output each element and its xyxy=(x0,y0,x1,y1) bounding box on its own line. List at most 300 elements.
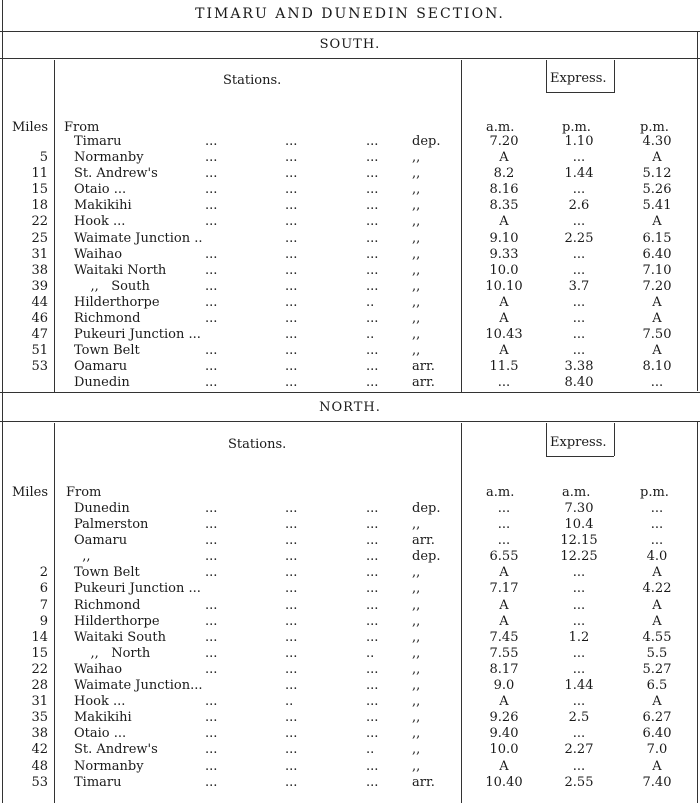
table-row xyxy=(0,279,700,295)
cell-d2: ... xyxy=(285,134,298,149)
north-time-header-3: p.m. xyxy=(640,485,669,500)
cell-mile: 22 xyxy=(31,661,48,677)
cell-d3: ... xyxy=(366,246,379,262)
cell-station: ,, xyxy=(74,549,91,565)
table-row xyxy=(0,694,700,710)
north-express-label: Express. xyxy=(550,435,607,450)
cell-mile: 46 xyxy=(31,311,48,327)
south-rows xyxy=(0,134,700,392)
cell-t1: 11.5 xyxy=(489,359,519,375)
rule xyxy=(0,421,700,422)
table-row xyxy=(0,630,700,646)
cell-t2: 8.40 xyxy=(564,375,594,391)
cell-station: Waimate Junction... xyxy=(74,678,203,694)
cell-dep: ,, xyxy=(412,166,421,182)
cell-mile: 7 xyxy=(39,597,48,613)
cell-station: Richmond xyxy=(74,311,141,327)
cell-dep: ,, xyxy=(412,230,421,246)
cell-d2: ... xyxy=(285,262,298,278)
table-row xyxy=(0,726,700,742)
cell-t3: 4.22 xyxy=(642,581,672,597)
table-row xyxy=(0,759,700,775)
cell-mile: 18 xyxy=(31,198,48,214)
table-row xyxy=(0,549,700,565)
cell-d2: ... xyxy=(285,581,298,597)
cell-t2: 3.7 xyxy=(568,278,590,294)
cell-t3: 7.50 xyxy=(642,327,672,343)
cell-t3: 6.15 xyxy=(642,230,672,246)
cell-t1: 10.0 xyxy=(489,262,519,278)
cell-mile: 9 xyxy=(39,613,48,629)
cell-dep: arr. xyxy=(412,359,435,375)
cell-d2: ... xyxy=(285,343,298,359)
cell-t1: A xyxy=(499,294,509,310)
rule xyxy=(546,60,547,93)
cell-d3: ... xyxy=(366,166,379,182)
cell-t3: 5.26 xyxy=(642,182,672,198)
cell-station: ,, South xyxy=(74,278,150,294)
cell-station: Town Belt xyxy=(74,565,140,581)
cell-d1: ... xyxy=(205,533,218,549)
cell-d3: ... xyxy=(366,517,379,533)
cell-t2: ... xyxy=(572,694,586,710)
table-row xyxy=(0,742,700,758)
table-row xyxy=(0,134,700,150)
cell-d2: ... xyxy=(285,742,298,758)
cell-t3: 7.40 xyxy=(642,774,672,790)
cell-d3: ... xyxy=(366,613,379,629)
cell-d3: ... xyxy=(366,629,379,645)
cell-t3: ... xyxy=(650,375,664,391)
table-row xyxy=(0,327,700,343)
cell-mile: 38 xyxy=(31,726,48,742)
cell-t1: 8.2 xyxy=(493,166,515,182)
cell-dep: ,, xyxy=(412,678,421,694)
table-row xyxy=(0,166,700,182)
cell-t2: ... xyxy=(572,150,586,166)
cell-d3: ... xyxy=(366,533,379,549)
cell-dep: ,, xyxy=(412,597,421,613)
cell-d3: ... xyxy=(366,710,379,726)
cell-t3: 8.10 xyxy=(642,359,672,375)
cell-d3: ... xyxy=(366,230,379,246)
table-row xyxy=(0,231,700,247)
cell-t2: 2.25 xyxy=(564,230,594,246)
cell-t1: A xyxy=(499,343,509,359)
cell-d1: ... xyxy=(205,343,218,359)
cell-d2: ... xyxy=(285,661,298,677)
cell-t3: 5.5 xyxy=(646,645,668,661)
rule xyxy=(0,31,700,32)
cell-t1: 8.17 xyxy=(489,661,519,677)
table-row xyxy=(0,646,700,662)
cell-d3: ... xyxy=(366,774,379,790)
north-miles-label: Miles xyxy=(12,485,48,500)
cell-d2: ... xyxy=(285,774,298,790)
cell-t2: ... xyxy=(572,182,586,198)
cell-t2: 2.55 xyxy=(564,774,594,790)
rule xyxy=(546,456,614,457)
cell-d3: .. xyxy=(366,645,375,661)
cell-t2: ... xyxy=(572,726,586,742)
cell-dep: ,, xyxy=(412,742,421,758)
table-row xyxy=(0,565,700,581)
cell-d2: .. xyxy=(285,694,294,710)
cell-d2: ... xyxy=(285,517,298,533)
cell-station: Waimate Junction .. xyxy=(74,230,203,246)
cell-t1: ... xyxy=(497,375,511,391)
north-rows xyxy=(0,501,700,791)
cell-mile: 42 xyxy=(31,742,48,758)
cell-mile: 11 xyxy=(31,166,48,182)
cell-d2: ... xyxy=(285,597,298,613)
cell-t2: ... xyxy=(572,246,586,262)
south-express-label: Express. xyxy=(550,71,607,86)
cell-t1: 9.10 xyxy=(489,230,519,246)
cell-d3: ... xyxy=(366,150,379,166)
cell-t1: ... xyxy=(497,501,511,516)
cell-t2: 3.38 xyxy=(564,359,594,375)
cell-d1: ... xyxy=(205,246,218,262)
cell-d3: .. xyxy=(366,327,375,343)
cell-d1: ... xyxy=(205,710,218,726)
cell-d2: ... xyxy=(285,758,298,774)
cell-d3: ... xyxy=(366,549,379,565)
cell-dep: ,, xyxy=(412,565,421,581)
cell-dep: ,, xyxy=(412,262,421,278)
rule xyxy=(546,423,547,456)
cell-d3: .. xyxy=(366,294,375,310)
cell-t2: 1.44 xyxy=(564,678,594,694)
cell-mile: 39 xyxy=(31,278,48,294)
cell-t3: A xyxy=(652,758,662,774)
cell-d3: ... xyxy=(366,343,379,359)
cell-t1: 10.0 xyxy=(489,742,519,758)
rule xyxy=(0,58,700,59)
cell-t2: ... xyxy=(572,597,586,613)
north-time-header-1: a.m. xyxy=(486,485,515,500)
table-row xyxy=(0,614,700,630)
cell-d3: ... xyxy=(366,694,379,710)
table-row xyxy=(0,182,700,198)
cell-station: Timaru xyxy=(74,134,122,149)
cell-t1: 7.17 xyxy=(489,581,519,597)
cell-t3: A xyxy=(652,311,662,327)
cell-station: Dunedin xyxy=(74,375,130,391)
cell-d1: ... xyxy=(205,517,218,533)
cell-t1: A xyxy=(499,150,509,166)
cell-t3: 6.27 xyxy=(642,710,672,726)
cell-d1: ... xyxy=(205,311,218,327)
cell-t2: ... xyxy=(572,327,586,343)
cell-d2: ... xyxy=(285,375,298,391)
cell-t3: 5.27 xyxy=(642,661,672,677)
cell-dep: ,, xyxy=(412,182,421,198)
cell-t2: 10.4 xyxy=(564,517,594,533)
cell-t2: ... xyxy=(572,294,586,310)
south-stations-label: Stations. xyxy=(223,73,282,88)
cell-mile: 2 xyxy=(39,565,48,581)
north-stations-label: Stations. xyxy=(228,437,287,452)
cell-t2: 12.25 xyxy=(560,549,598,565)
cell-d2: ... xyxy=(285,294,298,310)
cell-t3: 5.12 xyxy=(642,166,672,182)
cell-station: Pukeuri Junction ... xyxy=(74,581,201,597)
cell-dep: ,, xyxy=(412,343,421,359)
cell-dep: arr. xyxy=(412,774,435,790)
cell-d1: ... xyxy=(205,629,218,645)
cell-mile: 35 xyxy=(31,710,48,726)
cell-station: Hook ... xyxy=(74,214,126,230)
cell-dep: dep. xyxy=(412,134,441,149)
table-row xyxy=(0,581,700,597)
cell-d1: ... xyxy=(205,565,218,581)
cell-dep: ,, xyxy=(412,613,421,629)
south-time-header-1: a.m. xyxy=(486,120,515,135)
cell-t2: ... xyxy=(572,311,586,327)
cell-d3: ... xyxy=(366,214,379,230)
cell-mile: 22 xyxy=(31,214,48,230)
cell-d1: ... xyxy=(205,359,218,375)
cell-d1: ... xyxy=(205,375,218,391)
cell-d2: ... xyxy=(285,613,298,629)
cell-t2: 1.44 xyxy=(564,166,594,182)
cell-dep: ,, xyxy=(412,246,421,262)
cell-station: Otaio ... xyxy=(74,182,127,198)
cell-station: Normanby xyxy=(74,150,144,166)
cell-d3: ... xyxy=(366,758,379,774)
cell-dep: ,, xyxy=(412,661,421,677)
cell-station: Waihao xyxy=(74,246,123,262)
cell-dep: ,, xyxy=(412,710,421,726)
page-title: TIMARU AND DUNEDIN SECTION. xyxy=(195,6,505,22)
cell-d2: ... xyxy=(285,678,298,694)
table-row xyxy=(0,263,700,279)
cell-t3: 7.10 xyxy=(642,262,672,278)
cell-d2: ... xyxy=(285,549,298,565)
cell-station: Pukeuri Junction ... xyxy=(74,327,201,343)
cell-mile: 14 xyxy=(31,629,48,645)
cell-station: Town Belt xyxy=(74,343,140,359)
cell-station: Hilderthorpe xyxy=(74,613,160,629)
cell-dep: ,, xyxy=(412,198,421,214)
cell-station: Oamaru xyxy=(74,533,128,549)
cell-station: Waitaki North xyxy=(74,262,167,278)
cell-station: Oamaru xyxy=(74,359,128,375)
cell-mile: 44 xyxy=(31,294,48,310)
table-row xyxy=(0,198,700,214)
cell-dep: ,, xyxy=(412,214,421,230)
cell-t2: 1.2 xyxy=(568,629,590,645)
rule xyxy=(0,392,700,393)
cell-mile: 15 xyxy=(31,645,48,661)
cell-station: Hilderthorpe xyxy=(74,294,160,310)
cell-t3: A xyxy=(652,150,662,166)
table-row xyxy=(0,775,700,791)
cell-station: Normanby xyxy=(74,758,144,774)
cell-t2: ... xyxy=(572,758,586,774)
cell-station: Otaio ... xyxy=(74,726,127,742)
cell-d2: ... xyxy=(285,565,298,581)
cell-d1: ... xyxy=(205,694,218,710)
cell-d2: ... xyxy=(285,710,298,726)
cell-mile: 31 xyxy=(31,694,48,710)
cell-t1: 6.55 xyxy=(489,549,519,565)
cell-d3: ... xyxy=(366,661,379,677)
cell-t1: A xyxy=(499,565,509,581)
cell-mile: 48 xyxy=(31,758,48,774)
cell-mile: 28 xyxy=(31,678,48,694)
cell-dep: ,, xyxy=(412,758,421,774)
cell-t1: 7.45 xyxy=(489,629,519,645)
cell-d2: ... xyxy=(285,327,298,343)
cell-d1: ... xyxy=(205,742,218,758)
cell-station: Waitaki South xyxy=(74,629,166,645)
cell-station: Dunedin xyxy=(74,501,130,516)
cell-t1: 7.20 xyxy=(489,134,519,149)
cell-t2: ... xyxy=(572,581,586,597)
rule xyxy=(614,423,615,456)
cell-d1: ... xyxy=(205,613,218,629)
cell-t1: A xyxy=(499,613,509,629)
cell-t1: A xyxy=(499,758,509,774)
cell-d1: ... xyxy=(205,645,218,661)
cell-d3: ... xyxy=(366,581,379,597)
cell-d3: ... xyxy=(366,726,379,742)
cell-d2: ... xyxy=(285,230,298,246)
cell-station: Richmond xyxy=(74,597,141,613)
cell-t2: ... xyxy=(572,565,586,581)
cell-d2: ... xyxy=(285,182,298,198)
table-row xyxy=(0,150,700,166)
cell-dep: ,, xyxy=(412,726,421,742)
cell-d1: ... xyxy=(205,661,218,677)
cell-mile: 15 xyxy=(31,182,48,198)
cell-d2: ... xyxy=(285,150,298,166)
cell-t2: 2.6 xyxy=(568,198,590,214)
cell-t3: 4.55 xyxy=(642,629,672,645)
cell-d2: ... xyxy=(285,246,298,262)
cell-mile: 51 xyxy=(31,343,48,359)
cell-t1: 9.33 xyxy=(489,246,519,262)
cell-dep: dep. xyxy=(412,549,441,565)
cell-t3: A xyxy=(652,343,662,359)
north-heading: NORTH. xyxy=(319,400,381,415)
cell-t1: A xyxy=(499,214,509,230)
cell-d1: ... xyxy=(205,597,218,613)
cell-mile: 53 xyxy=(31,359,48,375)
cell-station: Makikihi xyxy=(74,710,132,726)
cell-t3: ... xyxy=(650,517,664,533)
cell-t1: 10.43 xyxy=(485,327,523,343)
cell-t3: A xyxy=(652,597,662,613)
cell-d3: ... xyxy=(366,198,379,214)
cell-t3: A xyxy=(652,294,662,310)
cell-d3: ... xyxy=(366,278,379,294)
cell-d1: ... xyxy=(205,294,218,310)
cell-d2: ... xyxy=(285,533,298,549)
cell-t1: 7.55 xyxy=(489,645,519,661)
cell-t2: ... xyxy=(572,343,586,359)
south-time-header-2: p.m. xyxy=(562,120,591,135)
table-row xyxy=(0,375,700,391)
cell-dep: ,, xyxy=(412,517,421,533)
cell-mile: 25 xyxy=(31,230,48,246)
table-row xyxy=(0,343,700,359)
cell-d3: .. xyxy=(366,742,375,758)
cell-t2: 1.10 xyxy=(564,134,594,149)
cell-dep: ,, xyxy=(412,150,421,166)
rule xyxy=(546,92,614,93)
table-row xyxy=(0,662,700,678)
cell-d3: ... xyxy=(366,678,379,694)
cell-d1: ... xyxy=(205,134,218,149)
south-heading: SOUTH. xyxy=(319,37,381,52)
cell-t3: A xyxy=(652,613,662,629)
table-row xyxy=(0,359,700,375)
cell-t3: 6.40 xyxy=(642,726,672,742)
south-from-label: From xyxy=(64,120,100,135)
cell-d1: ... xyxy=(205,549,218,565)
cell-t2: 2.27 xyxy=(564,742,594,758)
cell-dep: ,, xyxy=(412,629,421,645)
cell-t1: 9.0 xyxy=(493,678,515,694)
cell-t3: A xyxy=(652,694,662,710)
cell-station: Palmerston xyxy=(74,517,149,533)
cell-d3: ... xyxy=(366,182,379,198)
cell-dep: ,, xyxy=(412,694,421,710)
cell-mile: 6 xyxy=(39,581,48,597)
cell-d2: ... xyxy=(285,198,298,214)
cell-t1: ... xyxy=(497,533,511,549)
table-row xyxy=(0,710,700,726)
cell-dep: dep. xyxy=(412,501,441,516)
cell-t1: 8.35 xyxy=(489,198,519,214)
table-row xyxy=(0,598,700,614)
cell-t3: 6.40 xyxy=(642,246,672,262)
cell-dep: ,, xyxy=(412,581,421,597)
cell-d1: ... xyxy=(205,182,218,198)
cell-t2: 7.30 xyxy=(564,501,594,516)
cell-dep: arr. xyxy=(412,533,435,549)
cell-d1: ... xyxy=(205,726,218,742)
cell-t2: ... xyxy=(572,262,586,278)
south-miles-label: Miles xyxy=(12,120,48,135)
cell-station: ,, North xyxy=(74,645,151,661)
cell-mile: 5 xyxy=(39,150,48,166)
cell-mile: 47 xyxy=(31,327,48,343)
cell-dep: ,, xyxy=(412,327,421,343)
cell-t3: A xyxy=(652,214,662,230)
cell-dep: arr. xyxy=(412,375,435,391)
cell-d2: ... xyxy=(285,166,298,182)
cell-t1: 8.16 xyxy=(489,182,519,198)
cell-d3: ... xyxy=(366,262,379,278)
table-row xyxy=(0,247,700,263)
cell-t3: 6.5 xyxy=(646,678,668,694)
cell-d3: ... xyxy=(366,359,379,375)
cell-d2: ... xyxy=(285,501,298,516)
table-row xyxy=(0,501,700,517)
rule xyxy=(614,60,615,93)
cell-t2: 2.5 xyxy=(568,710,590,726)
cell-station: St. Andrew's xyxy=(74,742,158,758)
table-row xyxy=(0,517,700,533)
cell-t1: 9.26 xyxy=(489,710,519,726)
cell-dep: ,, xyxy=(412,311,421,327)
cell-d2: ... xyxy=(285,311,298,327)
cell-station: Timaru xyxy=(74,774,122,790)
